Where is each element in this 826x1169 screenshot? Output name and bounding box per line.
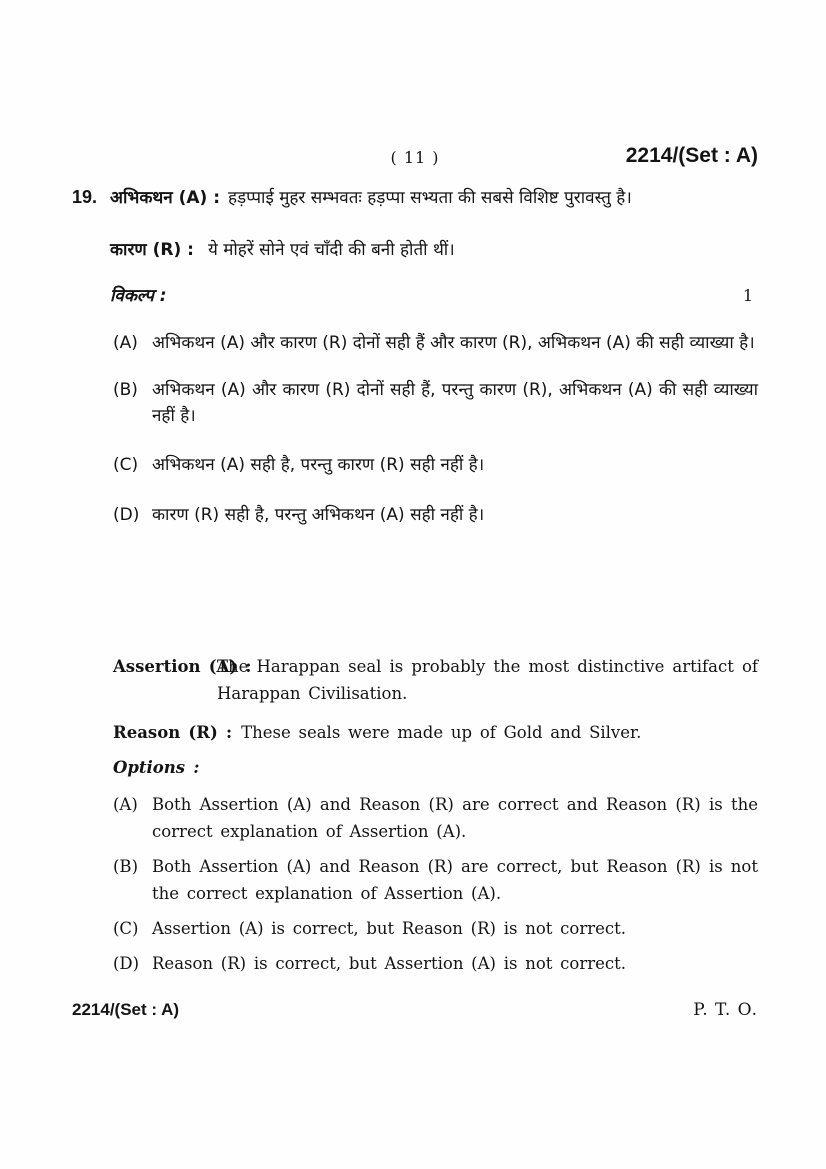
reason-label-hindi: कारण (R) : [110, 240, 194, 260]
option-text: Both Assertion (A) and Reason (R) are correct, but Reason (R) is not the correct explanation of Assertion (A). [152, 857, 758, 903]
option-letter: (D) [113, 505, 140, 525]
option-letter: (B) [113, 380, 138, 400]
hindi-option-a [110, 330, 758, 356]
reason-text-english: These seals were made up of Gold and Silver. [241, 723, 642, 742]
marks-value: 1 [742, 286, 753, 305]
assertion-hindi [110, 185, 758, 211]
option-text: अभिकथन (A) और कारण (R) दोनों सही हैं और कारण (R), अभिकथन (A) की सही व्याख्या है। [152, 333, 755, 353]
reason-text-hindi: ये मोहरें सोने एवं चाँदी की बनी होती थीं। [207, 240, 455, 260]
option-letter: (A) [113, 795, 138, 814]
english-options-list [72, 791, 758, 977]
english-option-b [72, 853, 758, 907]
option-letter: (C) [113, 919, 139, 938]
question-19-english-section [72, 653, 758, 985]
reason-label-english: Reason (R) : [113, 723, 233, 742]
page-footer [72, 1000, 758, 1026]
options-heading-english: Options : [113, 758, 200, 777]
option-letter: (B) [113, 857, 138, 876]
hindi-option-b [110, 377, 758, 429]
question-19-hindi-section [72, 185, 758, 528]
assertion-text-hindi: हड़प्पाई मुहर सम्भवतः हड़प्पा सभ्यता की सबसे विशिष्ट पुरावस्तु है। [228, 188, 632, 208]
options-heading-hindi [110, 283, 758, 309]
hindi-option-d [110, 502, 758, 528]
reason-english [72, 719, 758, 746]
page-header [72, 144, 758, 176]
option-letter: (C) [113, 455, 139, 475]
assertion-english [72, 653, 758, 707]
option-text: अभिकथन (A) और कारण (R) दोनों सही हैं, परन्तु कारण (R), अभिकथन (A) की सही व्याख्या नहीं है। [152, 380, 758, 426]
option-text: कारण (R) सही है, परन्तु अभिकथन (A) सही नहीं है। [152, 505, 485, 525]
set-code-footer: 2214/(Set : A) [72, 1000, 180, 1019]
assertion-label-hindi: अभिकथन (A) : [110, 188, 221, 208]
reason-hindi [110, 237, 758, 263]
page-number: ( 11 ) [390, 148, 440, 167]
hindi-option-c [110, 452, 758, 478]
question-row [72, 185, 758, 528]
question-content-hindi [110, 185, 758, 528]
options-heading-hindi-label: विकल्प : [110, 286, 167, 306]
english-option-c [72, 915, 758, 942]
english-option-a [72, 791, 758, 845]
option-text: Assertion (A) is correct, but Reason (R) is not correct. [152, 919, 626, 938]
question-number: 19. [72, 187, 98, 207]
option-letter: (A) [113, 333, 138, 353]
set-code-header: 2214/(Set : A) [625, 144, 758, 167]
option-letter: (D) [113, 954, 140, 973]
english-option-d [72, 950, 758, 977]
option-text: Both Assertion (A) and Reason (R) are correct and Reason (R) is the correct explanation of Assertion (A). [152, 795, 758, 841]
assertion-label-english: Assertion (A) : [113, 657, 252, 676]
option-text: Reason (R) is correct, but Assertion (A) is not correct. [152, 954, 626, 973]
option-text: अभिकथन (A) सही है, परन्तु कारण (R) सही नहीं है। [152, 455, 485, 475]
assertion-text-english: The Harappan seal is probably the most distinctive artifact of Harappan Civilisation. [217, 657, 758, 703]
pto-label: P. T. O. [693, 1000, 758, 1020]
